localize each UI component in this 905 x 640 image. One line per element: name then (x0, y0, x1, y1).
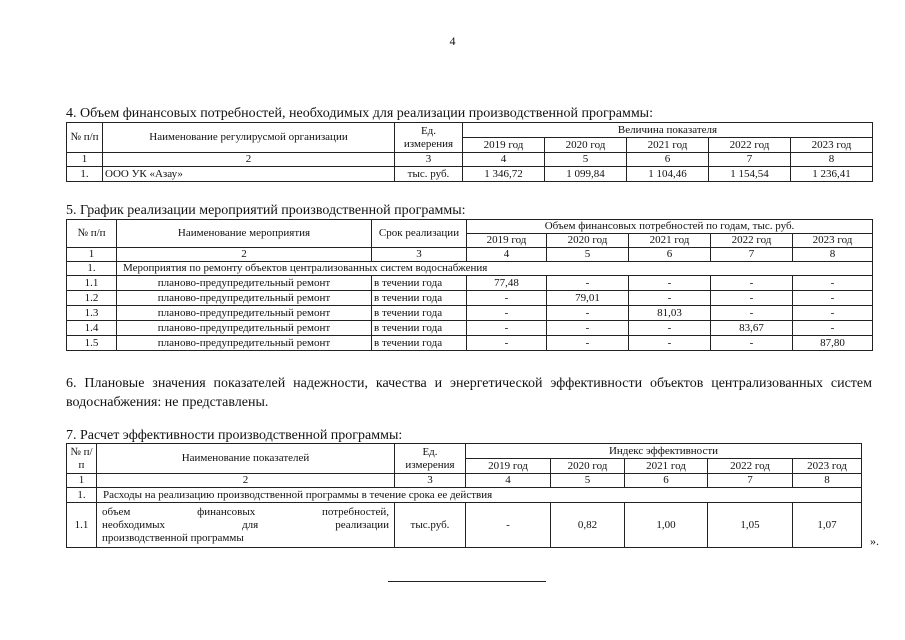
header-group: Объем финансовых потребностей по годам, тыс. руб. (467, 220, 873, 234)
value-cell: 1,07 (793, 503, 862, 548)
header-num: № п/п (67, 444, 97, 474)
section5-title: 5. График реализации мероприятий производственной программы: (66, 203, 466, 218)
value-cell: 79,01 (547, 291, 629, 306)
value-cell: - (467, 321, 547, 336)
header-year: 2020 год (551, 459, 625, 474)
section4-title: 4. Объем финансовых потребностей, необходимых для реализации производственной программы: (66, 106, 653, 121)
index-cell: 5 (545, 153, 627, 167)
value-cell: - (793, 276, 873, 291)
group-row (67, 262, 873, 276)
index-cell: 3 (395, 153, 463, 167)
index-cell: 8 (791, 153, 873, 167)
indicator-name-line: производственной программы (102, 531, 244, 544)
value-cell: - (547, 306, 629, 321)
index-cell: 4 (466, 474, 551, 488)
header-unit: Ед. измерения (395, 123, 463, 153)
value-cell: - (466, 503, 551, 548)
value-cell: 1 104,46 (627, 167, 709, 182)
value-cell: 1 236,41 (791, 167, 873, 182)
indicator-name-line: объем финансовых потребностей, (102, 505, 389, 518)
table-row (67, 336, 873, 351)
row-num: 1.5 (67, 336, 117, 351)
term-cell: в течении года (372, 276, 467, 291)
table-row (67, 291, 873, 306)
header-group: Величина показателя (463, 123, 873, 138)
activity-name: планово-предупредительный ремонт (117, 321, 372, 336)
group-label: Мероприятия по ремонту объектов централизованных систем водоснабжения (117, 262, 873, 276)
index-cell: 2 (97, 474, 395, 488)
value-cell: - (467, 336, 547, 351)
value-cell: - (711, 336, 793, 351)
footer-divider (388, 581, 546, 582)
index-cell: 1 (67, 153, 103, 167)
value-cell: - (793, 321, 873, 336)
closing-mark: ». (870, 534, 879, 548)
value-cell: - (629, 291, 711, 306)
header-year: 2022 год (711, 234, 793, 248)
group-row (67, 488, 862, 503)
table-row (67, 503, 862, 548)
value-cell: - (629, 336, 711, 351)
index-cell: 8 (793, 474, 862, 488)
table-row (67, 306, 873, 321)
indicator-name-line: необходимых для реализации (102, 518, 389, 531)
index-cell: 7 (708, 474, 793, 488)
index-cell: 8 (793, 248, 873, 262)
index-cell: 4 (467, 248, 547, 262)
header-term: Срок реализации (372, 220, 467, 248)
org-name: ООО УК «Азау» (103, 167, 395, 182)
header-year: 2019 год (463, 138, 545, 153)
row-num: 1. (67, 488, 97, 503)
activity-name: планово-предупредительный ремонт (117, 291, 372, 306)
index-cell: 6 (627, 153, 709, 167)
term-cell: в течении года (372, 336, 467, 351)
header-group: Индекс эффективности (466, 444, 862, 459)
value-cell: 1,00 (625, 503, 708, 548)
row-num: 1. (67, 167, 103, 182)
value-cell: - (467, 306, 547, 321)
schedule-table (66, 219, 873, 351)
header-org-name: Наименование регулирусмой организации (103, 123, 395, 153)
value-cell: - (793, 306, 873, 321)
value-cell: - (547, 321, 629, 336)
header-year: 2021 год (629, 234, 711, 248)
value-cell: 81,03 (629, 306, 711, 321)
header-year: 2022 год (709, 138, 791, 153)
value-cell: - (711, 291, 793, 306)
row-num: 1. (67, 262, 117, 276)
header-year: 2021 год (625, 459, 708, 474)
header-year: 2022 год (708, 459, 793, 474)
table-row (67, 167, 873, 182)
header-year: 2020 год (547, 234, 629, 248)
header-indicator-name: Наименование показателей (97, 444, 395, 474)
value-cell: - (629, 276, 711, 291)
index-cell: 4 (463, 153, 545, 167)
term-cell: в течении года (372, 306, 467, 321)
row-num: 1.3 (67, 306, 117, 321)
value-cell: - (547, 336, 629, 351)
value-cell: 83,67 (711, 321, 793, 336)
header-year: 2019 год (466, 459, 551, 474)
row-num: 1.4 (67, 321, 117, 336)
term-cell: в течении года (372, 321, 467, 336)
index-cell: 3 (395, 474, 466, 488)
term-cell: в течении года (372, 291, 467, 306)
table-row (67, 276, 873, 291)
financial-needs-table (66, 122, 873, 182)
row-num: 1.2 (67, 291, 117, 306)
index-cell: 2 (117, 248, 372, 262)
header-year: 2019 год (467, 234, 547, 248)
header-num: № п/п (67, 123, 103, 153)
index-cell: 6 (625, 474, 708, 488)
group-label: Расходы на реализацию производственной программы в течение срока ее действия (97, 488, 862, 503)
page-number: 4 (449, 34, 456, 48)
header-year: 2021 год (627, 138, 709, 153)
header-year: 2023 год (793, 234, 873, 248)
unit-cell: тыс. руб. (395, 167, 463, 182)
index-cell: 3 (372, 248, 467, 262)
header-year: 2020 год (545, 138, 627, 153)
value-cell: - (547, 276, 629, 291)
value-cell: - (711, 276, 793, 291)
indicator-name (97, 503, 395, 548)
index-cell: 6 (629, 248, 711, 262)
index-cell: 2 (103, 153, 395, 167)
value-cell: 1 154,54 (709, 167, 791, 182)
index-cell: 5 (551, 474, 625, 488)
header-activity-name: Наименование мероприятия (117, 220, 372, 248)
header-unit: Ед. измерения (395, 444, 466, 474)
index-cell: 5 (547, 248, 629, 262)
index-cell: 1 (67, 474, 97, 488)
value-cell: - (793, 291, 873, 306)
table-row (67, 321, 873, 336)
value-cell: - (711, 306, 793, 321)
index-cell: 7 (711, 248, 793, 262)
section7-title: 7. Расчет эффективности производственной программы: (66, 428, 403, 443)
activity-name: планово-предупредительный ремонт (117, 276, 372, 291)
value-cell: 87,80 (793, 336, 873, 351)
value-cell: 77,48 (467, 276, 547, 291)
activity-name: планово-предупредительный ремонт (117, 336, 372, 351)
row-num: 1.1 (67, 276, 117, 291)
activity-name: планово-предупредительный ремонт (117, 306, 372, 321)
header-num: № п/п (67, 220, 117, 248)
row-num: 1.1 (67, 503, 97, 548)
header-year: 2023 год (793, 459, 862, 474)
index-cell: 1 (67, 248, 117, 262)
value-cell: - (467, 291, 547, 306)
unit-cell: тыс.руб. (395, 503, 466, 548)
index-cell: 7 (709, 153, 791, 167)
value-cell: 1 099,84 (545, 167, 627, 182)
efficiency-table (66, 443, 862, 548)
value-cell: 1 346,72 (463, 167, 545, 182)
value-cell: 1,05 (708, 503, 793, 548)
value-cell: - (629, 321, 711, 336)
section6-text: 6. Плановые значения показателей надежности, качества и энергетической эффективности объектов централизованных систем водоснабжения: не представлены. (66, 376, 872, 410)
header-year: 2023 год (791, 138, 873, 153)
value-cell: 0,82 (551, 503, 625, 548)
